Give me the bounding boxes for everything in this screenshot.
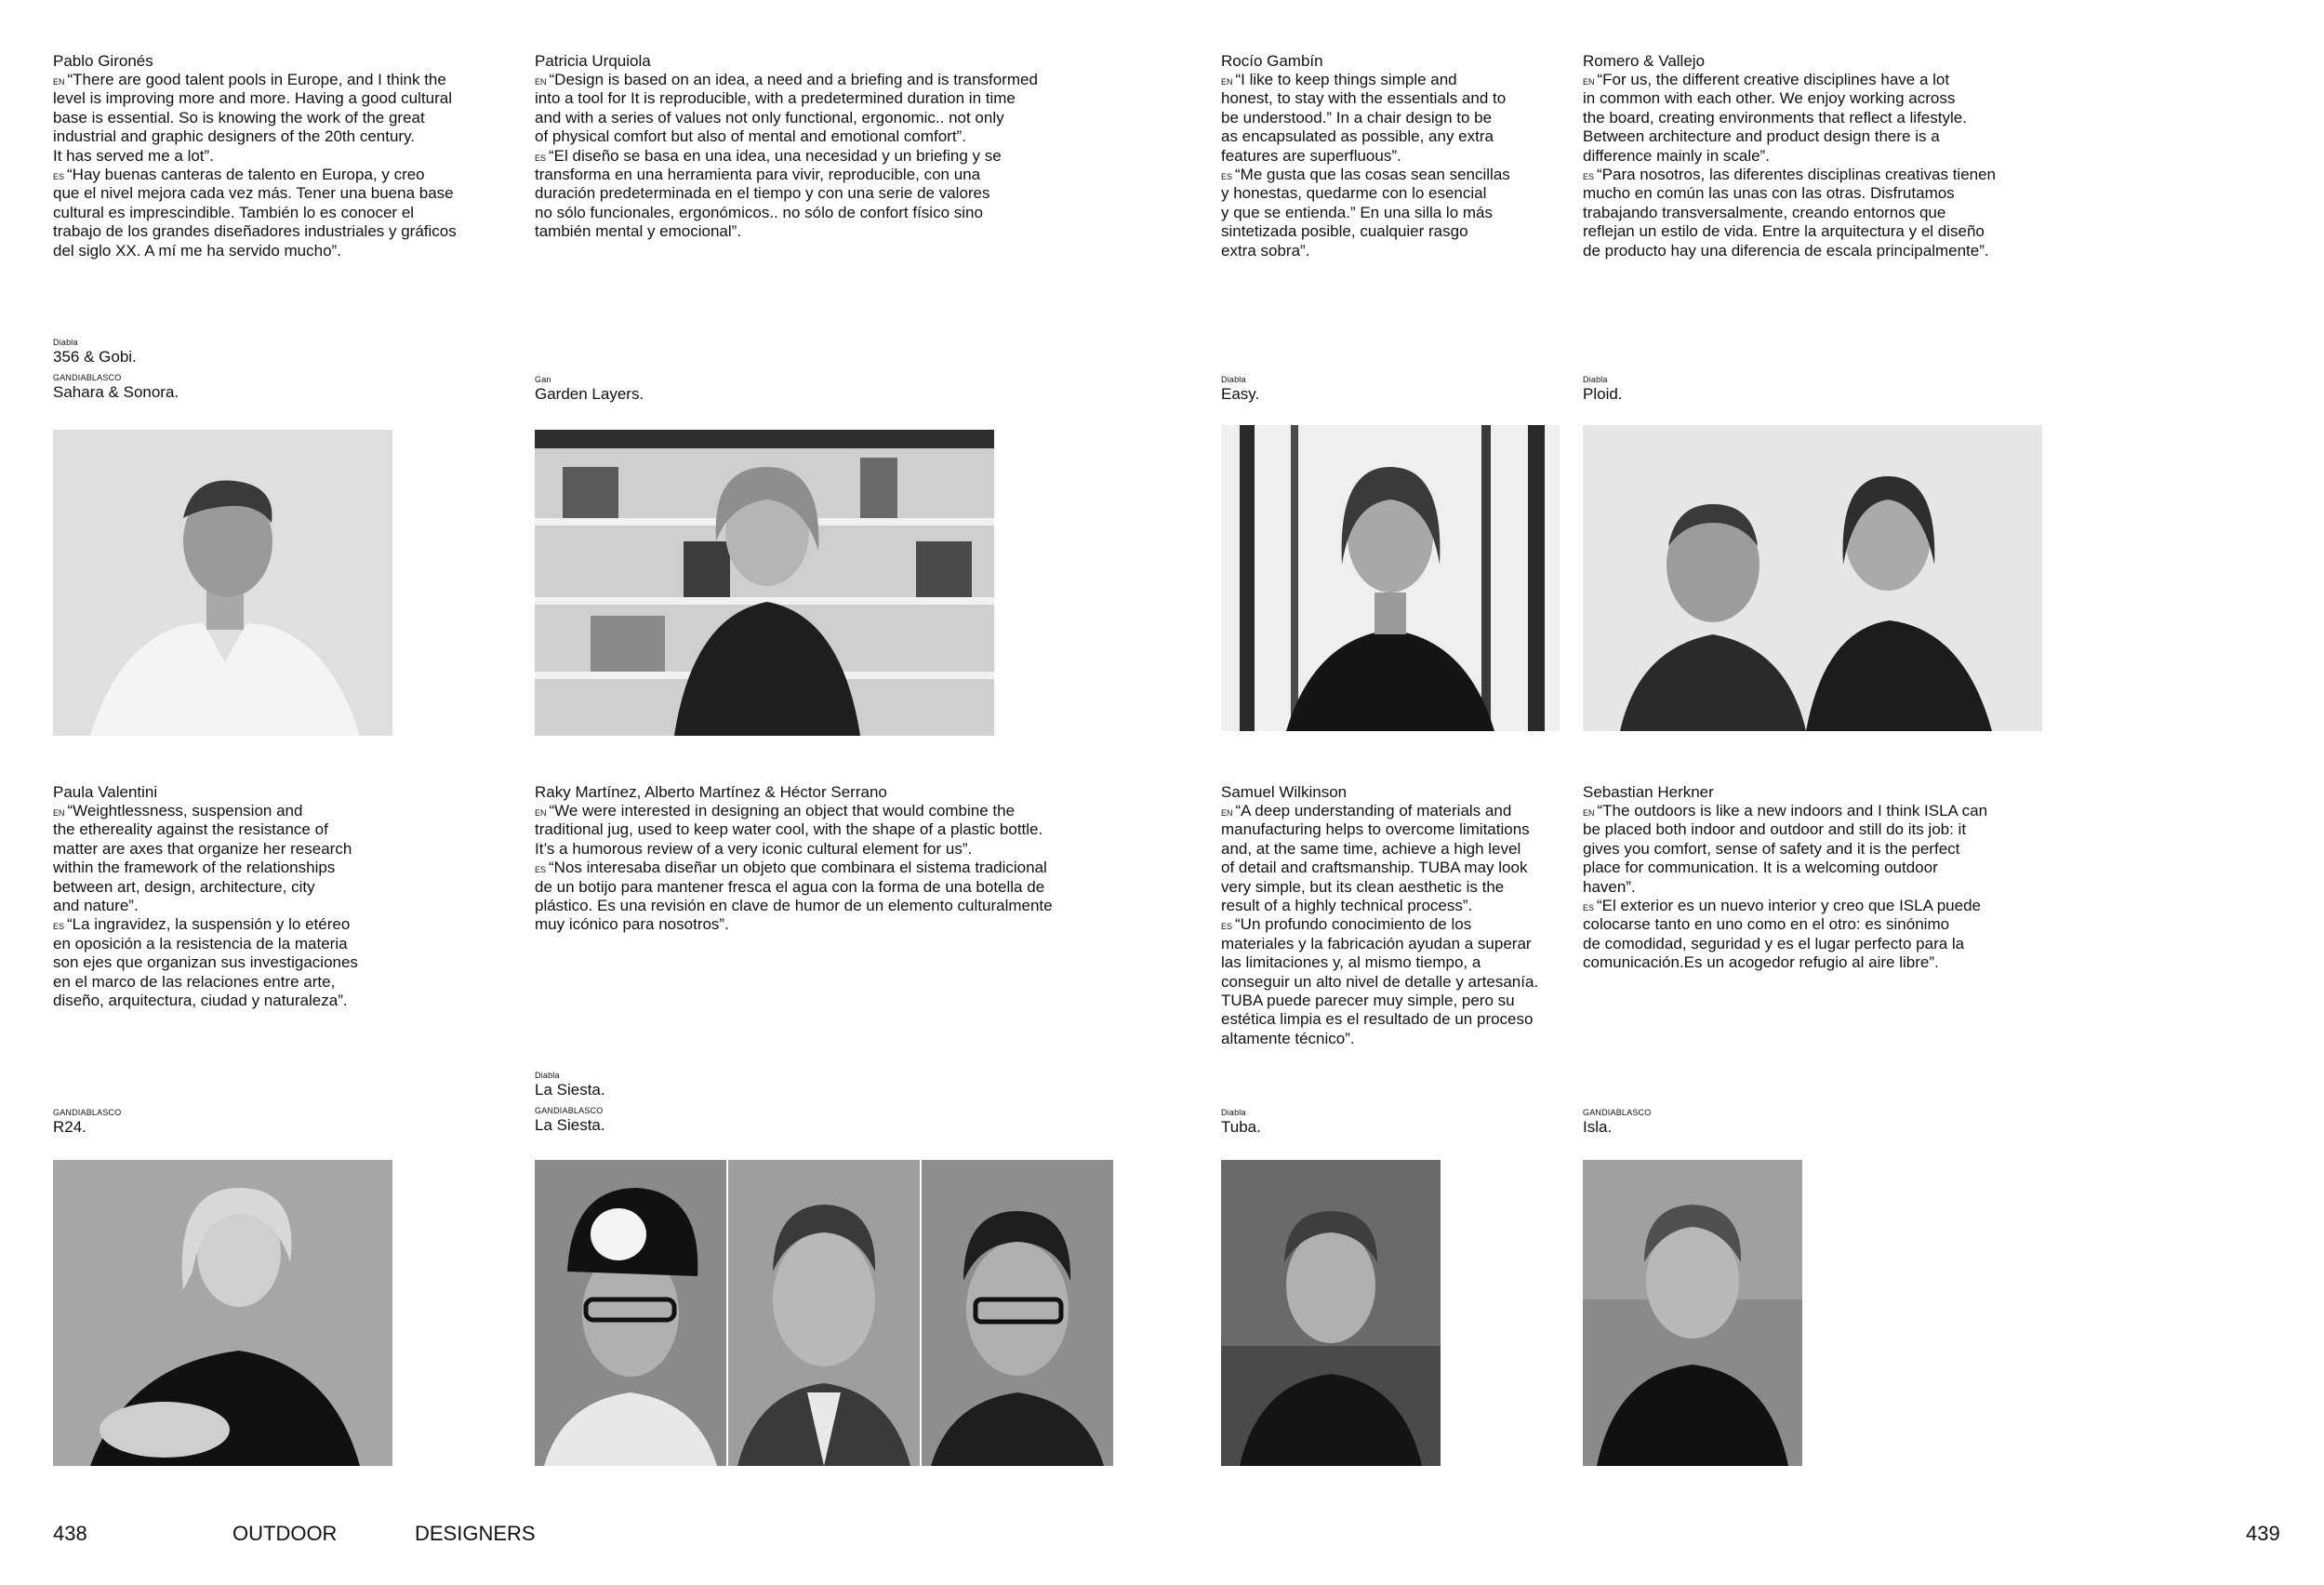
quote-es: $^{ES}$ “Nos interesaba diseñar un objeto que combinara el sistema tradicional de un botijo para mantener fresca el agua con la forma de una botella de plástico. Es una revisión en clave de humor de un elemento culturalmente muy icónico para nosotros”. — [535, 859, 1053, 934]
lang-tag: EN — [1583, 808, 1595, 818]
designer-name: Raky Martínez, Alberto Martínez & Héctor Serrano — [535, 783, 887, 801]
quote-es: $^{ES}$ “Me gusta que las cosas sean sencillas y honestas, quedarme con lo esencial y que se entienda.” En una silla lo más sintetizada posible, cualquier rasgo extra sobra”. — [1221, 166, 1510, 260]
products-herkner — [1583, 1107, 1651, 1142]
photo-raky-1 — [535, 1160, 726, 1466]
designer-name: Romero & Vallejo — [1583, 52, 1706, 70]
designer-name: Pablo Gironés — [53, 52, 153, 70]
photo-raky-3 — [922, 1160, 1113, 1466]
lang-tag: ES — [1221, 922, 1233, 932]
product-name: Isla. — [1583, 1118, 1613, 1136]
quote-en: $^{EN}$ “Weightlessness, suspension and the ethereality against the resistance of matter are axes that organize her research within the framework of the relationships between art, design, architecture, city and nature”. — [53, 802, 352, 915]
photo-herkner — [1583, 1160, 1802, 1466]
lang-tag: ES — [53, 172, 65, 182]
product-name: Easy. — [1221, 385, 1260, 403]
designer-urquiola — [535, 52, 1130, 242]
designer-name: Samuel Wilkinson — [1221, 783, 1348, 801]
photo-urquiola — [535, 430, 994, 736]
brand-label: Diabla — [535, 1071, 560, 1080]
quote-en: $^{EN}$ “For us, the different creative disciplines have a lot in common with each other. We enjoy working across the board, creating environments that reflect a lifestyle. Between architecture and product design there is a difference mainly in scale”. — [1583, 71, 1967, 165]
quote-es: $^{ES}$ “Un profundo conocimiento de los materiales y la fabricación ayudan a superar las limitaciones y, al mismo tiempo, a conseguir un alto nivel de detalle y artesanía. TUBA puede parecer muy simple, pero su estética limpia es el resultado de un proceso altamente técnico”. — [1221, 915, 1539, 1047]
product-name: Garden Layers. — [535, 385, 644, 403]
lang-tag: EN — [1221, 808, 1233, 818]
lang-tag: ES — [1583, 172, 1595, 182]
designer-wilkinson — [1221, 783, 1584, 1048]
products-wilkinson — [1221, 1107, 1261, 1142]
lang-tag: ES — [1221, 172, 1233, 182]
products-romero — [1583, 374, 1623, 409]
designer-name: Patricia Urquiola — [535, 52, 651, 70]
brand-label: Gan — [535, 375, 551, 384]
quote-es: $^{ES}$ “El exterior es un nuevo interior y creo que ISLA puede colocarse tanto en uno como en el otro: es sinónimo de comodidad, seguridad y es el lugar perfecto para la comunicación.Es un acogedor refugio al aire libre”. — [1583, 897, 1981, 972]
quote-es: $^{ES}$ “Hay buenas canteras de talento en Europa, y creo que el nivel mejora cada vez más. Tener una buena base cultural es imprescindible. También lo es conocer el trabajo de los grandes diseñadores industriales y gráficos del siglo XX. A mí me ha servido mucho”. — [53, 166, 457, 260]
quote-en: $^{EN}$ “I like to keep things simple and honest, to stay with the essentials and to be understood.” In a chair design to be as encapsulated as possible, any extra features are superfluous”. — [1221, 71, 1507, 165]
designer-herkner — [1583, 783, 2085, 973]
product-name: Tuba. — [1221, 1118, 1261, 1136]
brand-label: Diabla — [53, 338, 78, 347]
designer-valentini — [53, 783, 444, 1010]
designer-gambin — [1221, 52, 1574, 260]
brand-label: GANDIABLASCO — [1583, 1108, 1652, 1117]
page-number-left: 438 — [53, 1522, 87, 1545]
lang-tag: ES — [1583, 903, 1595, 913]
photo-wilkinson — [1221, 1160, 1441, 1466]
products-raky — [535, 1070, 605, 1140]
products-girones — [53, 337, 179, 407]
designer-name: Paula Valentini — [53, 783, 158, 801]
lang-tag: EN — [535, 808, 547, 818]
quote-en: $^{EN}$ “The outdoors is like a new indoors and I think ISLA can be placed both indoor and outdoor and still do its job: it gives you comfort, sense of safety and it is the perfect place for communication. It is a welcoming outdoor haven”. — [1583, 802, 1988, 896]
photo-raky-2 — [728, 1160, 920, 1466]
product-name: Sahara & Sonora. — [53, 383, 179, 401]
brand-label: GANDIABLASCO — [53, 1108, 122, 1117]
lang-tag: EN — [53, 808, 65, 818]
quote-en: $^{EN}$ “Design is based on an idea, a need and a briefing and is transformed into a tool for It is reproducible, with a predetermined duration in time and with a series of values not only functional, ergonomic.. not only of physical comfort but also of mental and emotional comfort”. — [535, 71, 1038, 146]
quote-es: $^{ES}$ “El diseño se basa en una idea, una necesidad y un briefing y se transforma en una herramienta para vivir, reproducible, con una duración predeterminada en el tiempo y con una serie de valores no sólo funcionales, ergonómicos.. no sólo de confort físico sino también mental y emocional”. — [535, 146, 1002, 241]
lang-tag: EN — [53, 77, 65, 87]
quote-es: $^{ES}$ “La ingravidez, la suspensión y lo etéreo en oposición a la resistencia de la materia son ejes que organizan sus investigaciones en el marco de las relaciones entre arte, diseño, arquitectura, ciudad y naturaleza”. — [53, 915, 358, 1010]
brand-label: Diabla — [1221, 1108, 1246, 1117]
brand-label: GANDIABLASCO — [535, 1106, 604, 1115]
product-name: Ploid. — [1583, 385, 1623, 403]
brand-label: Diabla — [1583, 375, 1608, 384]
section-label: OUTDOOR — [232, 1522, 338, 1545]
designer-name: Rocío Gambín — [1221, 52, 1323, 70]
lang-tag: EN — [1221, 77, 1233, 87]
page-number-right: 439 — [2246, 1522, 2280, 1545]
product-name: La Siesta. — [535, 1116, 605, 1134]
product-name: 356 & Gobi. — [53, 348, 137, 366]
designer-romero — [1583, 52, 2104, 260]
quote-en: $^{EN}$ “We were interested in designing an object that would combine the traditional jug, used to keep water cool, with the shape of a plastic bottle. It’s a humorous review of a very iconic cultural element for us”. — [535, 802, 1043, 858]
photo-valentini — [53, 1160, 392, 1466]
product-name: La Siesta. — [535, 1081, 605, 1099]
lang-tag: ES — [535, 865, 547, 875]
designer-name: Sebastian Herkner — [1583, 783, 1714, 801]
photo-gambin — [1221, 425, 1560, 731]
lang-tag: EN — [535, 77, 547, 87]
product-name: R24. — [53, 1118, 86, 1136]
lang-tag: EN — [1583, 77, 1595, 87]
lang-tag: ES — [53, 922, 65, 932]
quote-en: $^{EN}$ “A deep understanding of materials and manufacturing helps to overcome limitations and, at the same time, achieve a high level of detail and craftsmanship. TUBA may look very simple, but its clean aesthetic is the result of a highly technical process”. — [1221, 802, 1530, 915]
brand-label: GANDIABLASCO — [53, 373, 122, 382]
chapter-label: DESIGNERS — [415, 1522, 536, 1545]
quote-es: $^{ES}$ “Para nosotros, las diferentes disciplinas creativas tienen mucho en común las unas con las otras. Disfrutamos trabajando transversalmente, creando entornos que reflejan un estilo de vida. Entre la arquitectura y el diseño de producto hay una diferencia de escala principalmente”. — [1583, 166, 1997, 260]
photo-girones — [53, 430, 392, 736]
photo-romero — [1583, 425, 2042, 731]
designer-girones — [53, 52, 518, 260]
lang-tag: ES — [535, 153, 547, 163]
designer-raky — [535, 783, 1130, 935]
quote-en: $^{EN}$ “There are good talent pools in Europe, and I think the level is improving more and more. Having a good cultural base is essential. So is knowing the work of the great industrial and graphic designers of the 20th century. It has served me a lot”. — [53, 71, 452, 165]
products-gambin — [1221, 374, 1259, 409]
brand-label: Diabla — [1221, 375, 1246, 384]
products-valentini — [53, 1107, 121, 1142]
products-urquiola — [535, 374, 644, 409]
